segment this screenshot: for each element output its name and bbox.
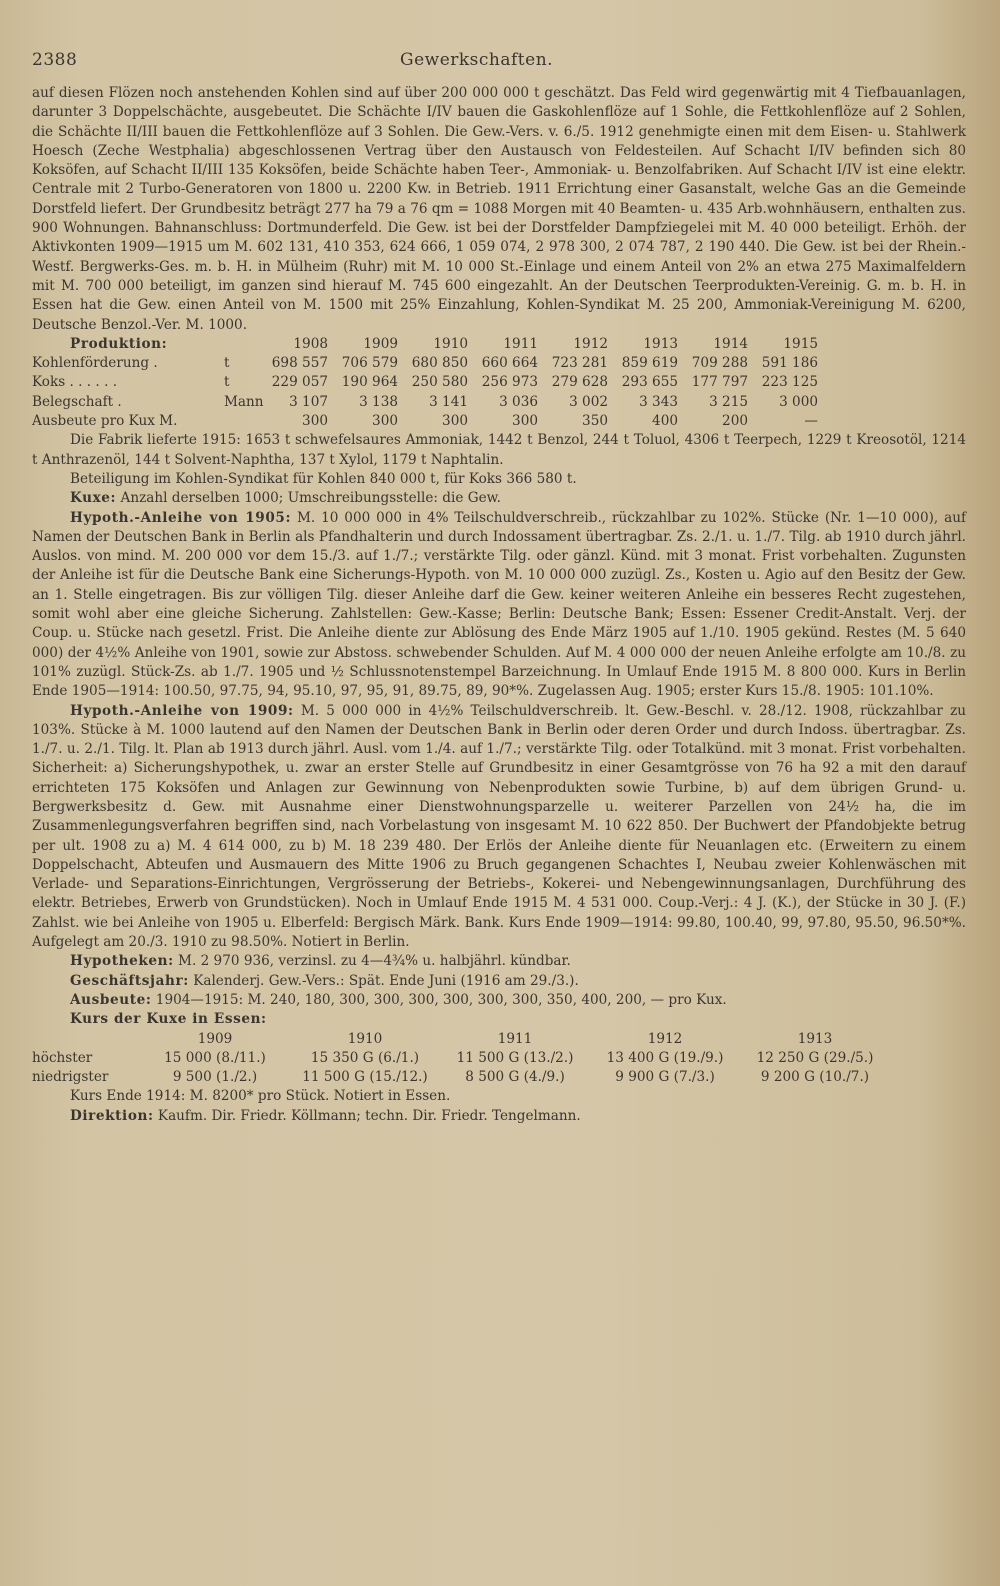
- paragraph-text: Kalenderj. Gew.-Vers.: Spät. Ende Juni (1916 am 29./3.).: [193, 972, 579, 989]
- table-cell: 9 500 (1./2.): [172, 1069, 258, 1086]
- table-cell: 709 288: [691, 355, 748, 372]
- row-label: niedrigster: [32, 1069, 109, 1086]
- table-row: [32, 354, 966, 373]
- table-cell: 177 797: [691, 374, 748, 391]
- table-cell: 300: [512, 413, 538, 430]
- table-cell: 3 036: [499, 393, 538, 410]
- table-cell: 15 000 (8./11.): [164, 1049, 266, 1066]
- page-number: 2388: [32, 50, 78, 70]
- paragraph-text: Beteiligung im Kohlen-Syndikat für Kohlen 840 000 t, für Koks 366 580 t.: [70, 470, 577, 487]
- paragraph: [32, 1010, 966, 1029]
- production-label: Produktion:: [70, 335, 168, 352]
- table-cell: 223 125: [761, 374, 818, 391]
- year-cell: 1911: [497, 1030, 533, 1047]
- table-cell: 229 057: [271, 374, 328, 391]
- row-unit: t: [224, 374, 230, 391]
- table-cell: 3 215: [709, 393, 748, 410]
- table-cell: 3 002: [569, 393, 608, 410]
- year-cell: 1912: [573, 335, 608, 352]
- table-cell: 190 964: [341, 374, 398, 391]
- table-cell: 200: [722, 413, 748, 430]
- table-cell: 3 343: [639, 393, 678, 410]
- row-unit: t: [224, 355, 230, 372]
- paragraph-text: M. 10 000 000 in 4% Teilschuldverschreib., rückzahlbar zu 102%. Stücke (Nr. 1—10 000), auf Namen der Deutschen Bank in Berlin als Pfandhalterin und durch Indossament übertragbar. Zs. 2./1. u. 1./7. Tilg. ab 1910 durch jährl. Auslos. von mind. M. 200 000 vor dem 15./3. auf 1./7.; verstärkte Tilg. oder gänzl. Künd. mit 3 monat. Frist vorbehalten. Zugunsten der Anleihe ist für die Deutsche Bank eine Sicherungs-Hypoth. von M. 10 000 000 zuzügl. Zs., Kosten u. Agio auf den Besitz der Gew. an 1. Stelle eingetragen. Bis zur völligen Tilg. dieser Anleihe darf die Gew. keiner weiteren Anleihe ein besseres Recht zugestehen, somit wohl aber eine gleiche Sicherung. Zahlstellen: Gew.-Kasse; Berlin: Deutsche Bank; Essen: Essener Credit-Anstalt. Verj. der Coup. u. Stücke nach gesetzl. Frist. Die Anleihe diente zur Ablösung des Ende März 1905 auf 1./10. 1905 gekünd. Restes (M. 5 640 000) der 4½% Anleihe von 1901, sowie zur Abstoss. schwebender Schulden. Auf M. 4 000 000 der neuen Anleihe erfolgte am 10./8. zu 101% zuzügl. Stück-Zs. ab 1./7. 1905 und ½ Schlussnotenstempel Barzeichnung. In Umlauf Ende 1915 M. 8 800 000. Kurs in Berlin Ende 1905—1914: 100.50, 97.75, 94, 95.10, 97, 95, 91, 89.75, 89, 90*%. Zugelassen Aug. 1905; erster Kurs 15./8. 1905: 101.10%.: [32, 509, 966, 700]
- table-cell: 293 655: [621, 374, 678, 391]
- table-cell: 400: [652, 413, 678, 430]
- table-cell: 256 973: [481, 374, 538, 391]
- paragraph-text: Kurs Ende 1914: M. 8200* pro Stück. Notiert in Essen.: [70, 1088, 451, 1105]
- paragraph-text: Die Fabrik lieferte 1915: 1653 t schwefelsaures Ammoniak, 1442 t Benzol, 244 t Toluol, 4306 t Teerpech, 1229 t Kreosotöl, 1214 t Anthrazenöl, 144 t Solvent-Naphtha, 137 t Xylol, 1179 t Naphtalin.: [32, 432, 966, 468]
- paragraph-intro: auf diesen Flözen noch anstehenden Kohlen sind auf über 200 000 000 t geschätzt. Das Feld wird gegenwärtig mit 4 Tiefbauanlagen, darunter 3 Doppelschächte, ausgebeutet. Die Schächte I/IV bauen die Gaskohlenflöze auf 1 Sohle, die Fettkohlenflöze auf 2 Sohlen, die Schächte II/III bauen die Fettkohlenflöze auf 3 Sohlen. Die Gew.-Vers. v. 6./5. 1912 genehmigte einen mit dem Eisen- u. Stahlwerk Hoesch (Zeche Westphalia) abgeschlossenen Vertrag über den Austausch von Feldesteilen. Auf Schacht I/IV befinden sich 80 Koksöfen, auf Schacht II/III 135 Koksöfen, beide Schächte haben Teer-, Ammoniak- u. Benzolfabriken. Auf Schacht I/IV ist eine elektr. Centrale mit 2 Turbo-Generatoren von 1800 u. 2200 Kw. in Betrieb. 1911 Errichtung einer Gasanstalt, welche Gas an die Gemeinde Dorstfeld liefert. Der Grundbesitz beträgt 277 ha 79 a 76 qm = 1088 Morgen mit 40 Beamten- u. 435 Arb.wohnhäusern, enthalten zus. 900 Wohnungen. Bahnanschluss: Dortmunderfeld. Die Gew. ist bei der Dorstfelder Dampfziegelei mit M. 40 000 beteiligt. Erhöh. der Aktivkonten 1909—1915 um M. 602 131, 410 353, 624 666, 1 059 074, 2 978 300, 2 074 787, 2 190 440. Die Gew. ist bei der Rhein.-Westf. Bergwerks-Ges. m. b. H. in Mülheim (Ruhr) mit M. 10 000 St.-Einlage und einem Anteil von 2% an etwa 275 Maximalfeldern mit M. 700 000 beteiligt, im ganzen sind hierauf M. 745 600 eingezahlt. An der Deutschen Teerprodukten-Vereinig. G. m. b. H. in Essen hat die Gew. einen Anteil von M. 1500 mit 25% Einzahlung, Kohlen-Syndikat M. 25 200, Ammoniak-Vereinigung M. 6200, Deutsche Benzol.-Ver. M. 1000.: [32, 85, 966, 333]
- table-cell: 3 000: [779, 393, 818, 410]
- year-cell: 1915: [783, 335, 818, 352]
- paragraph-label: Kuxe:: [70, 490, 117, 507]
- paragraph-label: Direktion:: [70, 1107, 154, 1124]
- table-row: [32, 1049, 966, 1068]
- paragraph-label: Hypoth.-Anleihe von 1905:: [70, 509, 292, 526]
- table-cell: 8 500 G (4./9.): [465, 1069, 565, 1086]
- paragraph: [32, 431, 966, 470]
- table-cell: 250 580: [411, 374, 468, 391]
- table-row: [32, 412, 966, 431]
- table-cell: 706 579: [341, 355, 398, 372]
- table-cell: 660 664: [481, 355, 538, 372]
- paragraph: [32, 1087, 966, 1106]
- production-table: [32, 335, 966, 431]
- paragraph-label: Hypoth.-Anleihe von 1909:: [70, 702, 294, 719]
- kurs-header-row: [32, 1030, 966, 1049]
- table-cell: 3 138: [359, 393, 398, 410]
- production-header-row: [32, 335, 966, 354]
- table-cell: 300: [442, 413, 468, 430]
- table-cell: —: [804, 413, 818, 430]
- table-cell: 11 500 G (13./2.): [456, 1049, 574, 1066]
- table-row: [32, 1068, 966, 1087]
- table-cell: 350: [582, 413, 608, 430]
- row-label: Kohlenförderung .: [32, 355, 158, 372]
- paragraph: [32, 1107, 966, 1126]
- year-cell: 1908: [293, 335, 328, 352]
- table-row: [32, 373, 966, 392]
- year-cell: 1910: [347, 1030, 383, 1047]
- table-cell: 15 350 G (6./1.): [310, 1049, 420, 1066]
- table-cell: 680 850: [411, 355, 468, 372]
- paragraph-text: M. 2 970 936, verzinsl. zu 4—4¾% u. halbjährl. kündbar.: [178, 953, 571, 970]
- page-title: Gewerkschaften.: [400, 50, 554, 70]
- table-row: [32, 393, 966, 412]
- year-cell: 1913: [643, 335, 678, 352]
- table-cell: 9 200 G (10./7.): [760, 1069, 870, 1086]
- year-cell: 1909: [197, 1030, 233, 1047]
- paragraph: [32, 470, 966, 489]
- paragraph-text: Kaufm. Dir. Friedr. Köllmann; techn. Dir. Friedr. Tengelmann.: [157, 1107, 581, 1124]
- paragraph-label: Hypotheken:: [70, 953, 174, 970]
- row-label: höchster: [32, 1049, 93, 1066]
- paragraph: [32, 991, 966, 1010]
- paragraph-text: M. 5 000 000 in 4½% Teilschuldverschreib. lt. Gew.-Beschl. v. 28./12. 1908, rückzahlbar zu 103%. Stücke à M. 1000 lautend auf den Namen der Deutschen Bank in Berlin oder deren Order und durch Indoss. übertragbar. Zs. 1./7. u. 2./1. Tilg. lt. Plan ab 1913 durch jährl. Ausl. vom 1./4. auf 1./7.; verstärkte Tilg. oder Totalkünd. mit 3 monat. Frist vorbehalten. Sicherheit: a) Sicherungshypothek, u. zwar an erster Stelle auf Grundbesitz in einer Gesamtgrösse von 76 ha 92 a mit den darauf errichteten 175 Koksöfen und Anlagen zur Gewinnung von Nebenprodukten sowie Turbine, b) auf dem übrigen Grund- u. Bergwerksbesitz d. Gew. mit Ausnahme einer Dienstwohnungsparzelle u. weiterer Parzellen von 24½ ha, die im Zusammenlegungsverfahren begriffen sind, nach Vorbelastung von insgesamt M. 10 622 850. Der Buchwert der Pfandobjekte betrug per ult. 1908 zu a) M. 4 614 000, zu b) M. 18 239 480. Der Erlös der Anleihe diente für Neuanlagen etc. (Erweitern zu einem Doppelschacht, Abteufen und Ausmauern des Mitte 1906 zu Bruch gegangenen Schachtes I, Neubau zweier Kohlenwäschen mit Verlade- und Separations-Einrichtungen, Vergrösserung der Betriebs-, Kokerei- und Nebengewinnungsanlagen, Durchführung des elektr. Betriebes, Erwerb von Grundstücken). Noch in Umlauf Ende 1915 M. 4 531 000. Coup.-Verj.: 4 J. (K.), der Stücke in 30 J. (F.) Zahlst. wie bei Anleihe von 1905 u. Elberfeld: Bergisch Märk. Bank. Kurs Ende 1909—1914: 99.80, 100.40, 99, 97.80, 95.50, 96.50*%. Aufgelegt am 20./3. 1910 zu 98.50%. Notiert in Berlin.: [32, 702, 966, 951]
- paragraph-label: Kurs der Kuxe in Essen:: [70, 1011, 267, 1028]
- paragraph-text: Anzahl derselben 1000; Umschreibungsstelle: die Gew.: [120, 490, 501, 507]
- table-cell: 300: [302, 413, 328, 430]
- row-label: Koks . . . . . .: [32, 374, 118, 391]
- kurs-table: [32, 1030, 966, 1088]
- row-unit: Mann: [224, 393, 264, 410]
- document-body: [32, 84, 966, 1126]
- paragraph: [32, 952, 966, 971]
- paragraph-label: Geschäftsjahr:: [70, 972, 189, 989]
- year-cell: 1909: [363, 335, 398, 352]
- paragraph: [32, 972, 966, 991]
- table-cell: 12 250 G (29./5.): [756, 1049, 874, 1066]
- paragraph-label: Ausbeute:: [70, 991, 152, 1008]
- year-cell: 1910: [433, 335, 468, 352]
- table-cell: 13 400 G (19./9.): [606, 1049, 724, 1066]
- year-cell: 1911: [503, 335, 538, 352]
- paragraph-text: 1904—1915: M. 240, 180, 300, 300, 300, 300, 300, 300, 350, 400, 200, — pro Kux.: [155, 991, 727, 1008]
- table-cell: 698 557: [271, 355, 328, 372]
- paragraph: [32, 489, 966, 508]
- row-label: Ausbeute pro Kux M.: [32, 413, 178, 430]
- year-cell: 1913: [797, 1030, 833, 1047]
- table-cell: 723 281: [551, 355, 608, 372]
- year-cell: 1912: [647, 1030, 683, 1047]
- table-cell: 591 186: [761, 355, 818, 372]
- page-header: [32, 44, 966, 84]
- paragraph: [32, 702, 966, 953]
- year-cell: 1914: [713, 335, 748, 352]
- table-cell: 3 141: [429, 393, 468, 410]
- row-unit: [224, 412, 258, 431]
- table-cell: 11 500 G (15./12.): [302, 1069, 428, 1086]
- row-label: Belegschaft .: [32, 393, 122, 410]
- table-cell: 279 628: [551, 374, 608, 391]
- table-cell: 859 619: [621, 355, 678, 372]
- table-cell: 300: [372, 413, 398, 430]
- paragraph: [32, 509, 966, 702]
- table-cell: 3 107: [289, 393, 328, 410]
- table-cell: 9 900 G (7./3.): [615, 1069, 715, 1086]
